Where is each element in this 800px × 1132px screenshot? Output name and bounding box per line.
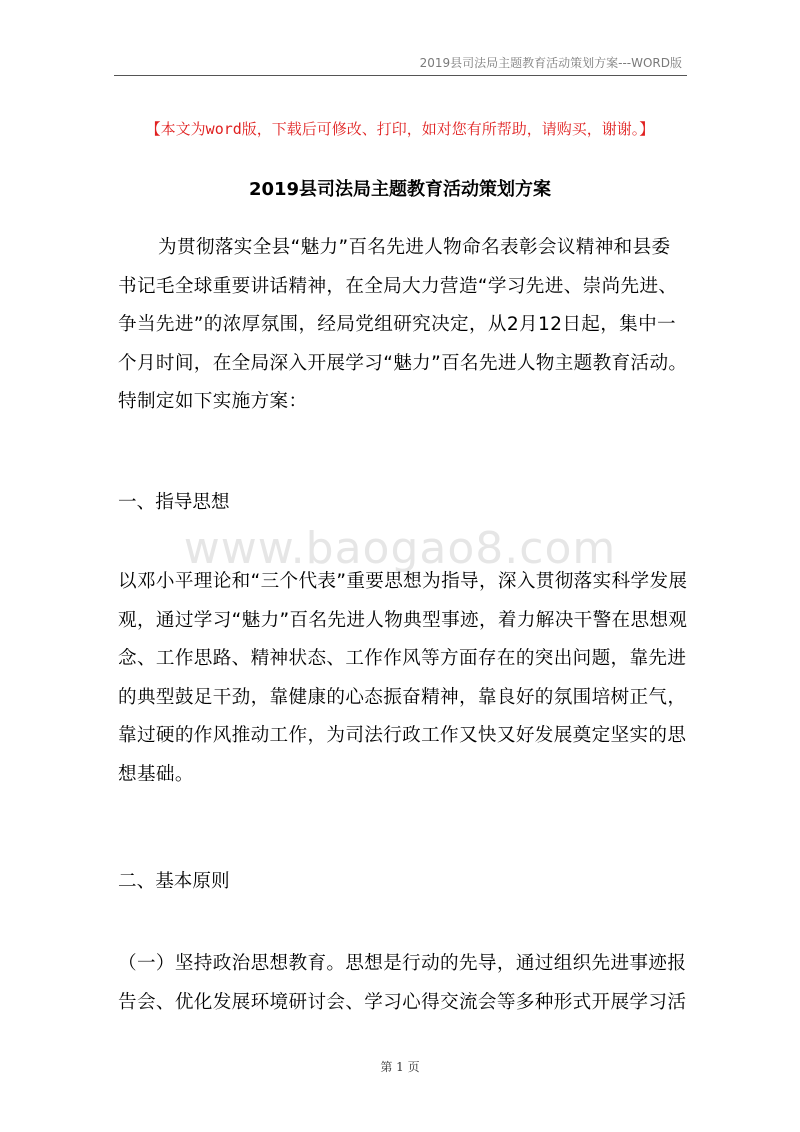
page-number: 第 1 页 [380, 1060, 420, 1074]
document-title: 2019县司法局主题教育活动策划方案 [248, 179, 552, 200]
section-heading-basic-principles: 二、基本原则 [118, 871, 230, 892]
intro-paragraph: 为贯彻落实全县“魅力”百名先进人物命名表彰会议精神和县委书记毛全球重要讲话精神，在全局大力营造“学习先进、崇尚先进、争当先进”的浓厚氛围，经局党组研究决定，从2月12日起，集中一个月时间，在全局深入开展学习“魅力”百名先进人物主题教育活动。特制定如下实施方案： [118, 237, 688, 412]
download-notice: 【本文为word版，下载后可修改、打印，如对您有所帮助，请购买，谢谢。】 [145, 120, 655, 138]
section-heading-guiding-ideology: 一、指导思想 [118, 492, 230, 513]
watermark: www.baogao8.com [183, 523, 617, 574]
section-paragraph-guiding-ideology: 以邓小平理论和“三个代表”重要思想为指导，深入贯彻落实科学发展观，通过学习“魅力”百名先进人物典型事迹，着力解决干警在思想观念、工作思路、精神状态、工作作风等方面存在的突出问题，靠先进的典型鼓足干劲，靠健康的心态振奋精神，靠良好的氛围培树正气，靠过硬的作风推动工作，为司法行政工作又快又好发展奠定坚实的思想基础。 [118, 571, 688, 785]
header-divider [114, 75, 687, 76]
running-header-title: 2019县司法局主题教育活动策划方案---WORD版 [419, 56, 682, 70]
section-paragraph-political-education: （一）坚持政治思想教育。思想是行动的先导，通过组织先进事迹报告会、优化发展环境研讨会、学习心得交流会等多种形式开展学习活 [118, 953, 687, 1013]
